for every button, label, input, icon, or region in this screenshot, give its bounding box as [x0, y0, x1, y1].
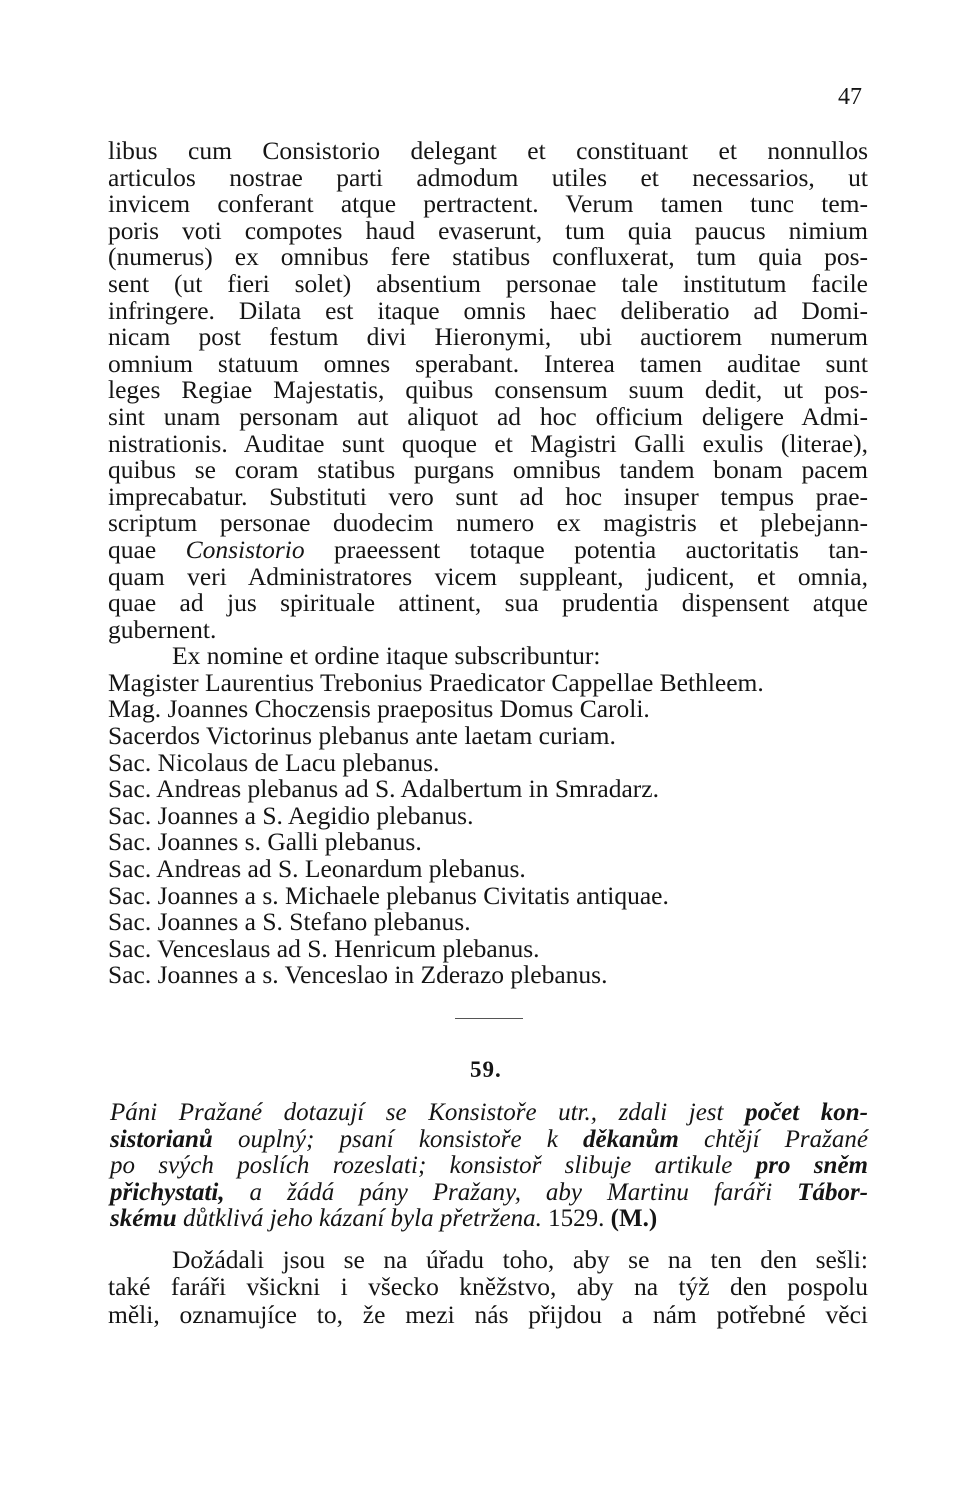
text-fragment: po svých poslích rozeslati; konsistoř slibuje artikule — [110, 1152, 756, 1180]
text-line: měli, oznamujíce to, že mezi nás přijdou a nám potřebné věci — [108, 1299, 868, 1329]
consistorio-line — [108, 534, 868, 564]
text-line: poris voti compotes haud evaserunt, tum quia paucus nimium — [108, 215, 868, 245]
text-line: imprecabatur. Substituti vero sunt ad hoc insuper tempus prae- — [108, 481, 868, 511]
text-line: omnium statuum omnes sperabant. Interea tamen auditae sunt — [108, 348, 868, 378]
text-line: quam veri Administratores vicem suppleant, judicent, et omnia, — [108, 561, 868, 591]
text-line: gubernent. — [108, 614, 217, 644]
text-line: infringere. Dilata est itaque omnis haec deliberatio ad Domi- — [108, 295, 868, 325]
text-line: quibus se coram statibus purgans omnibus tandem bonam pacem — [108, 455, 868, 485]
signatory: Magister Laurentius Trebonius Praedicator Cappellae Bethleem. — [108, 667, 764, 697]
text-fragment: chtějí Pražané — [678, 1125, 868, 1153]
signatory: Sac. Joannes a S. Aegidio plebanus. — [108, 800, 474, 830]
signatory: Sac. Andreas ad S. Leonardum plebanus. — [108, 854, 526, 884]
text-fragment: Páni Pražané dotazují se Konsistoře utr., zdali jest — [110, 1099, 746, 1126]
text-line: také faráři všickni i všecko kněžstvo, aby na týž den pospolu — [108, 1272, 868, 1302]
source-mark: (M.) — [610, 1205, 658, 1233]
bold-term: děkanům — [582, 1125, 679, 1153]
document-summary — [110, 1100, 868, 1233]
italic-term: Consistorio — [185, 534, 305, 564]
main-text — [108, 138, 868, 989]
summary-line — [110, 1100, 868, 1127]
section-divider — [455, 1018, 523, 1019]
text-line: nicam post festum divi Hieronymi, ubi auctiorem numerum — [108, 322, 868, 352]
text-line: sent (ut fieri solet) absentium personae tale institutum facile — [108, 268, 868, 298]
signatory: Sac. Joannes a S. Stefano plebanus. — [108, 907, 471, 937]
summary-line — [110, 1180, 868, 1207]
text-line: nistrationis. Auditae sunt quoque et Magistri Galli exulis (literae), — [108, 428, 868, 458]
bold-term: sistorianů — [110, 1125, 213, 1153]
document-body — [108, 1246, 868, 1328]
summary-line — [110, 1206, 868, 1233]
signatory: Sac. Joannes a s. Michaele plebanus Civitatis antiquae. — [108, 880, 669, 910]
text-line: articulos nostrae parti admodum utiles et necessarios, ut — [108, 162, 868, 192]
subscription-intro: Ex nomine et ordine itaque subscribuntur: — [172, 641, 601, 671]
text-line: libus cum Consistorio delegant et constituant et nonnullos — [108, 136, 868, 165]
summary-line — [110, 1153, 868, 1180]
text-fragment: praeessent totaque potentia auctoritatis tan- — [304, 534, 868, 564]
text-line: invicem conferant atque pertractent. Verum tamen tunc tem- — [108, 189, 868, 219]
text-fragment: quae — [108, 534, 186, 564]
bold-term: počet kon- — [745, 1099, 868, 1126]
document-number: 59. — [470, 1057, 502, 1082]
signatory: Mag. Joannes Choczensis praepositus Domus Caroli. — [108, 694, 650, 724]
text-fragment: důtklivá jeho kázaní byla přetržena. — [176, 1205, 542, 1233]
text-line: (numerus) ex omnibus fere statibus confluxerat, tum quia pos- — [108, 242, 868, 272]
summary-line — [110, 1127, 868, 1154]
text-line: scriptum personae duodecim numero ex magistris et plebejann- — [108, 508, 868, 538]
signatory: Sac. Venceslaus ad S. Henricum plebanus. — [108, 933, 540, 963]
signatory: Sacerdos Victorinus plebanus ante laetam curiam. — [108, 721, 616, 751]
bold-term: pro sněm — [755, 1152, 868, 1180]
signatory: Sac. Andreas plebanus ad S. Adalbertum in Smradarz. — [108, 774, 659, 804]
text-line: leges Regiae Majestatis, quibus consensum suum dedit, ut pos- — [108, 375, 868, 405]
text-fragment: a žádá pány Pražany, aby Martinu faráři — [224, 1178, 798, 1206]
text-fragment: ouplný; psaní konsistoře k — [212, 1125, 583, 1153]
page-number: 47 — [838, 84, 862, 110]
signatory: Sac. Joannes a s. Venceslao in Zderazo plebanus. — [108, 960, 608, 990]
text-line: Dožádali jsou se na úřadu toho, aby se na ten den sešli: — [172, 1245, 868, 1274]
text-line: sint unam personam aut aliquot ad hoc officium deligere Admi- — [108, 401, 868, 431]
text-line: quae ad jus spirituale attinent, sua prudentia dispensent atque — [108, 588, 868, 618]
signatory: Sac. Joannes s. Galli plebanus. — [108, 827, 422, 857]
bold-term: Tábor- — [797, 1178, 868, 1206]
bold-term: přichystati, — [110, 1178, 225, 1206]
signatory: Sac. Nicolaus de Lacu plebanus. — [108, 747, 440, 777]
bold-term: skému — [110, 1205, 177, 1233]
year: 1529. — [541, 1205, 611, 1233]
